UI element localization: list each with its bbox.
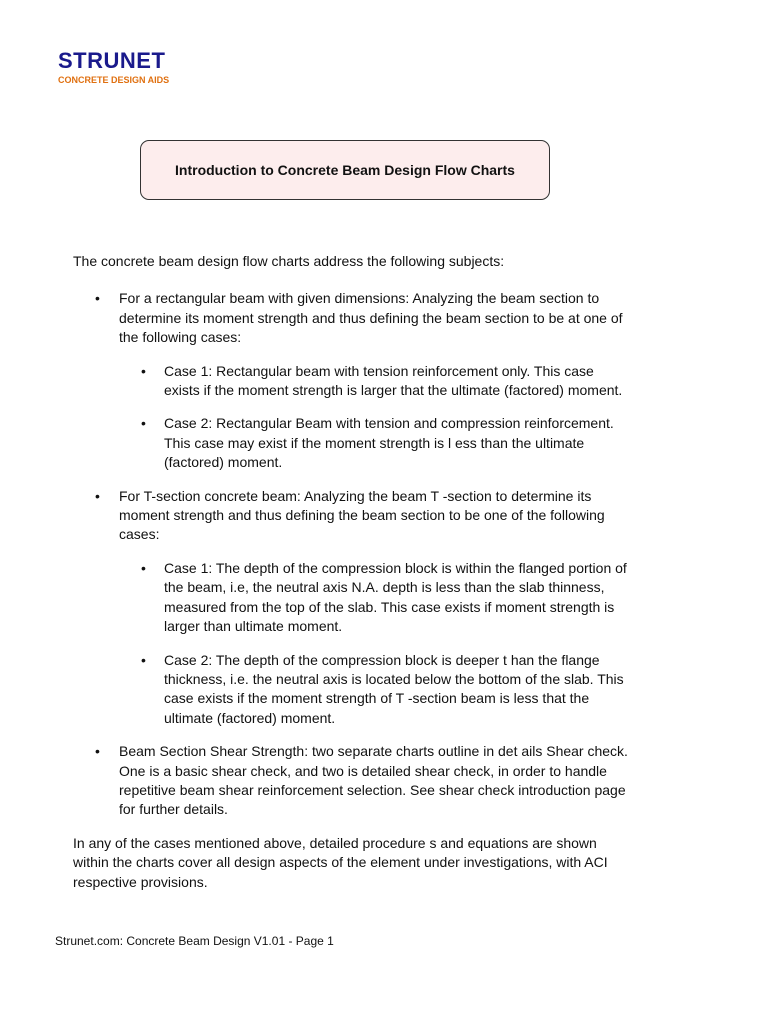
sub-list-item-text: Case 2: The depth of the compression block is deeper t han the flange thickness, i.e. the neutral axis is located below the bottom of the slab. This case exists if the moment strength of T -section beam is less that the ultimate (factored) moment. [164,651,624,726]
list-item-text: For T-section concrete beam: Analyzing the beam T -section to determine its moment strength and thus defining the beam section to be one of the following cases: [119,487,605,543]
sub-list-item [73,414,633,472]
outro-paragraph: In any of the cases mentioned above, detailed procedure s and equations are shown within the charts cover all design aspects of the element under investigations, with ACI respective provisions. [73,834,608,890]
document-body [73,252,633,892]
sub-list-item-text: Case 1: Rectangular beam with tension reinforcement only. This case exists if the moment strength is larger that the ultimate (factored) moment. [164,362,623,399]
bullet-icon: • [95,487,100,504]
list-item-text: Beam Section Shear Strength: two separate charts outline in det ails Shear check. One is a basic shear check, and two is detailed shear check, in order to handle repetitive beam shear reinforcement selection. See shear check introduction page for further details. [119,743,628,818]
sub-list-item [73,651,633,729]
title-box [140,140,550,200]
bullet-icon: • [141,415,146,432]
list-item [73,742,633,820]
bullet-icon: • [141,362,146,379]
page-footer: Strunet.com: Concrete Beam Design V1.01 - Page 1 [55,934,334,948]
brand-logo [58,48,169,86]
bullet-icon: • [95,743,100,760]
list-item-text: For a rectangular beam with given dimensions: Analyzing the beam section to determine its moment strength and thus defining the beam section to be at one of the following cases: [119,290,623,346]
sub-list-item-text: Case 1: The depth of the compression block is within the flanged portion of the beam, i.e, the neutral axis N.A. depth is less than the slab thinness, measured from the top of the slab. This case exists if moment strength is larger than ultimate moment. [164,559,627,635]
page-title: Introduction to Concrete Beam Design Flow Charts [175,162,515,178]
brand-name: STRUNET [58,48,166,73]
sub-list-item-text: Case 2: Rectangular Beam with tension and compression reinforcement. This case may exist if the moment strength is l ess than the ultimate (factored) moment. [164,415,614,471]
bullet-icon: • [95,290,100,307]
list-item [73,487,633,545]
bullet-icon: • [141,559,146,576]
bullet-icon: • [141,651,146,668]
sub-list-item [73,559,633,637]
intro-paragraph: The concrete beam design flow charts address the following subjects: [73,253,505,269]
brand-tagline: CONCRETE DESIGN AIDS [58,75,170,85]
list-item [73,289,633,347]
sub-list-item [73,362,633,401]
